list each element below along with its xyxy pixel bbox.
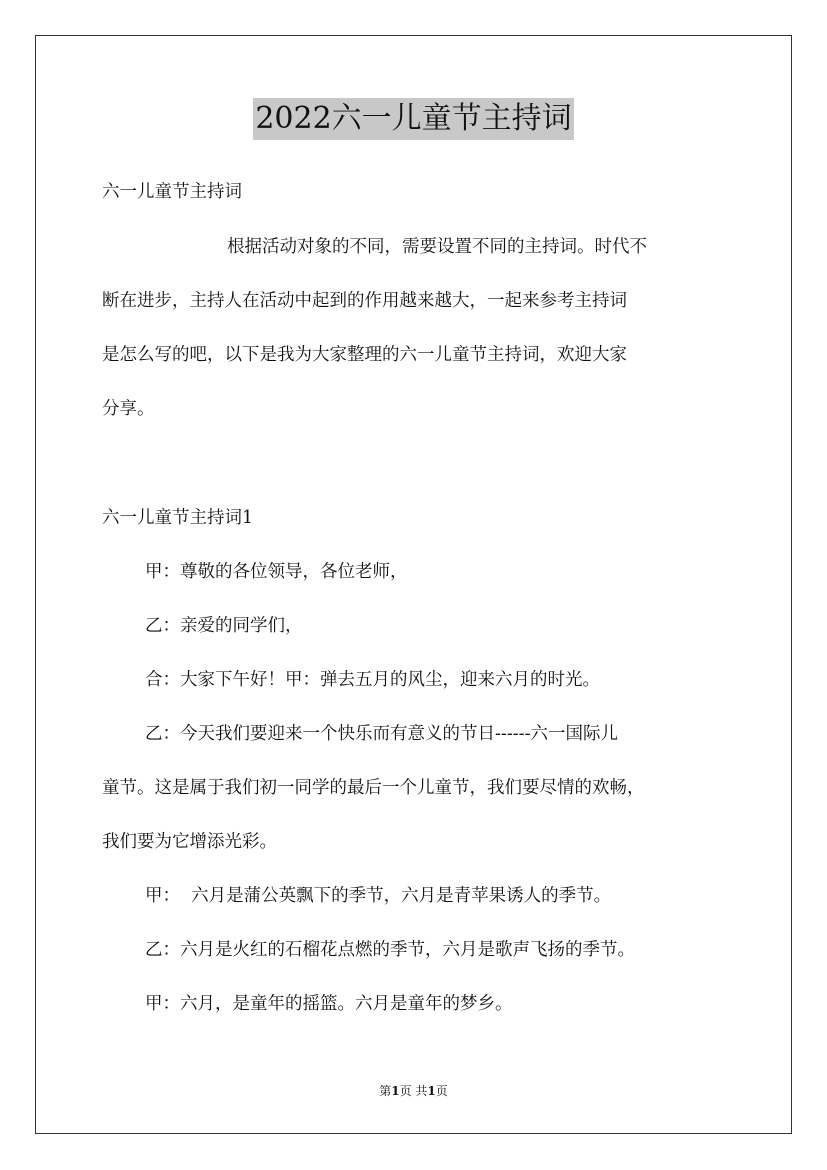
footer-page-prefix: 第 [379,1084,392,1098]
dialogue-line-3: 合：大家下午好！甲：弹去五月的风尘，迎来六月的时光。 [145,670,600,690]
intro-line-3: 是怎么写的吧，以下是我为大家整理的六一儿童节主持词，欢迎大家 [102,345,627,365]
footer-page-suffix: 页 [435,1084,448,1098]
dialogue-line-8: 乙：六月是火红的石榴花点燃的季节，六月是歌声飞扬的季节。 [145,940,635,960]
dialogue-line-9: 甲：六月，是童年的摇篮。六月是童年的梦乡。 [145,994,513,1014]
dialogue-line-1: 甲：尊敬的各位领导，各位老师， [145,562,408,582]
document-title: 2022六一儿童节主持词 [253,98,573,140]
intro-line-4: 分享。 [102,399,155,419]
page-footer [0,1083,827,1099]
dialogue-line-4: 乙：今天我们要迎来一个快乐而有意义的节日------六一国际儿 [145,724,618,744]
dialogue-line-2: 乙：亲爱的同学们， [145,616,303,636]
title-container [0,98,827,140]
dialogue-line-7: 甲： 六月是蒲公英飘下的季节，六月是青苹果诱人的季节。 [145,886,612,906]
footer-page-total: 1 [427,1084,436,1098]
subtitle: 六一儿童节主持词 [102,182,242,202]
dialogue-line-6: 我们要为它增添光彩。 [102,832,277,852]
footer-page-current: 1 [391,1084,400,1098]
section-heading: 六一儿童节主持词1 [102,508,254,528]
intro-line-1: 根据活动对象的不同，需要设置不同的主持词。时代不 [227,237,647,257]
dialogue-line-5: 童节。这是属于我们初一同学的最后一个儿童节，我们要尽情的欢畅， [102,778,645,798]
intro-line-2: 断在进步，主持人在活动中起到的作用越来越大，一起来参考主持词 [102,291,627,311]
footer-page-mid: 页 共 [399,1084,428,1098]
